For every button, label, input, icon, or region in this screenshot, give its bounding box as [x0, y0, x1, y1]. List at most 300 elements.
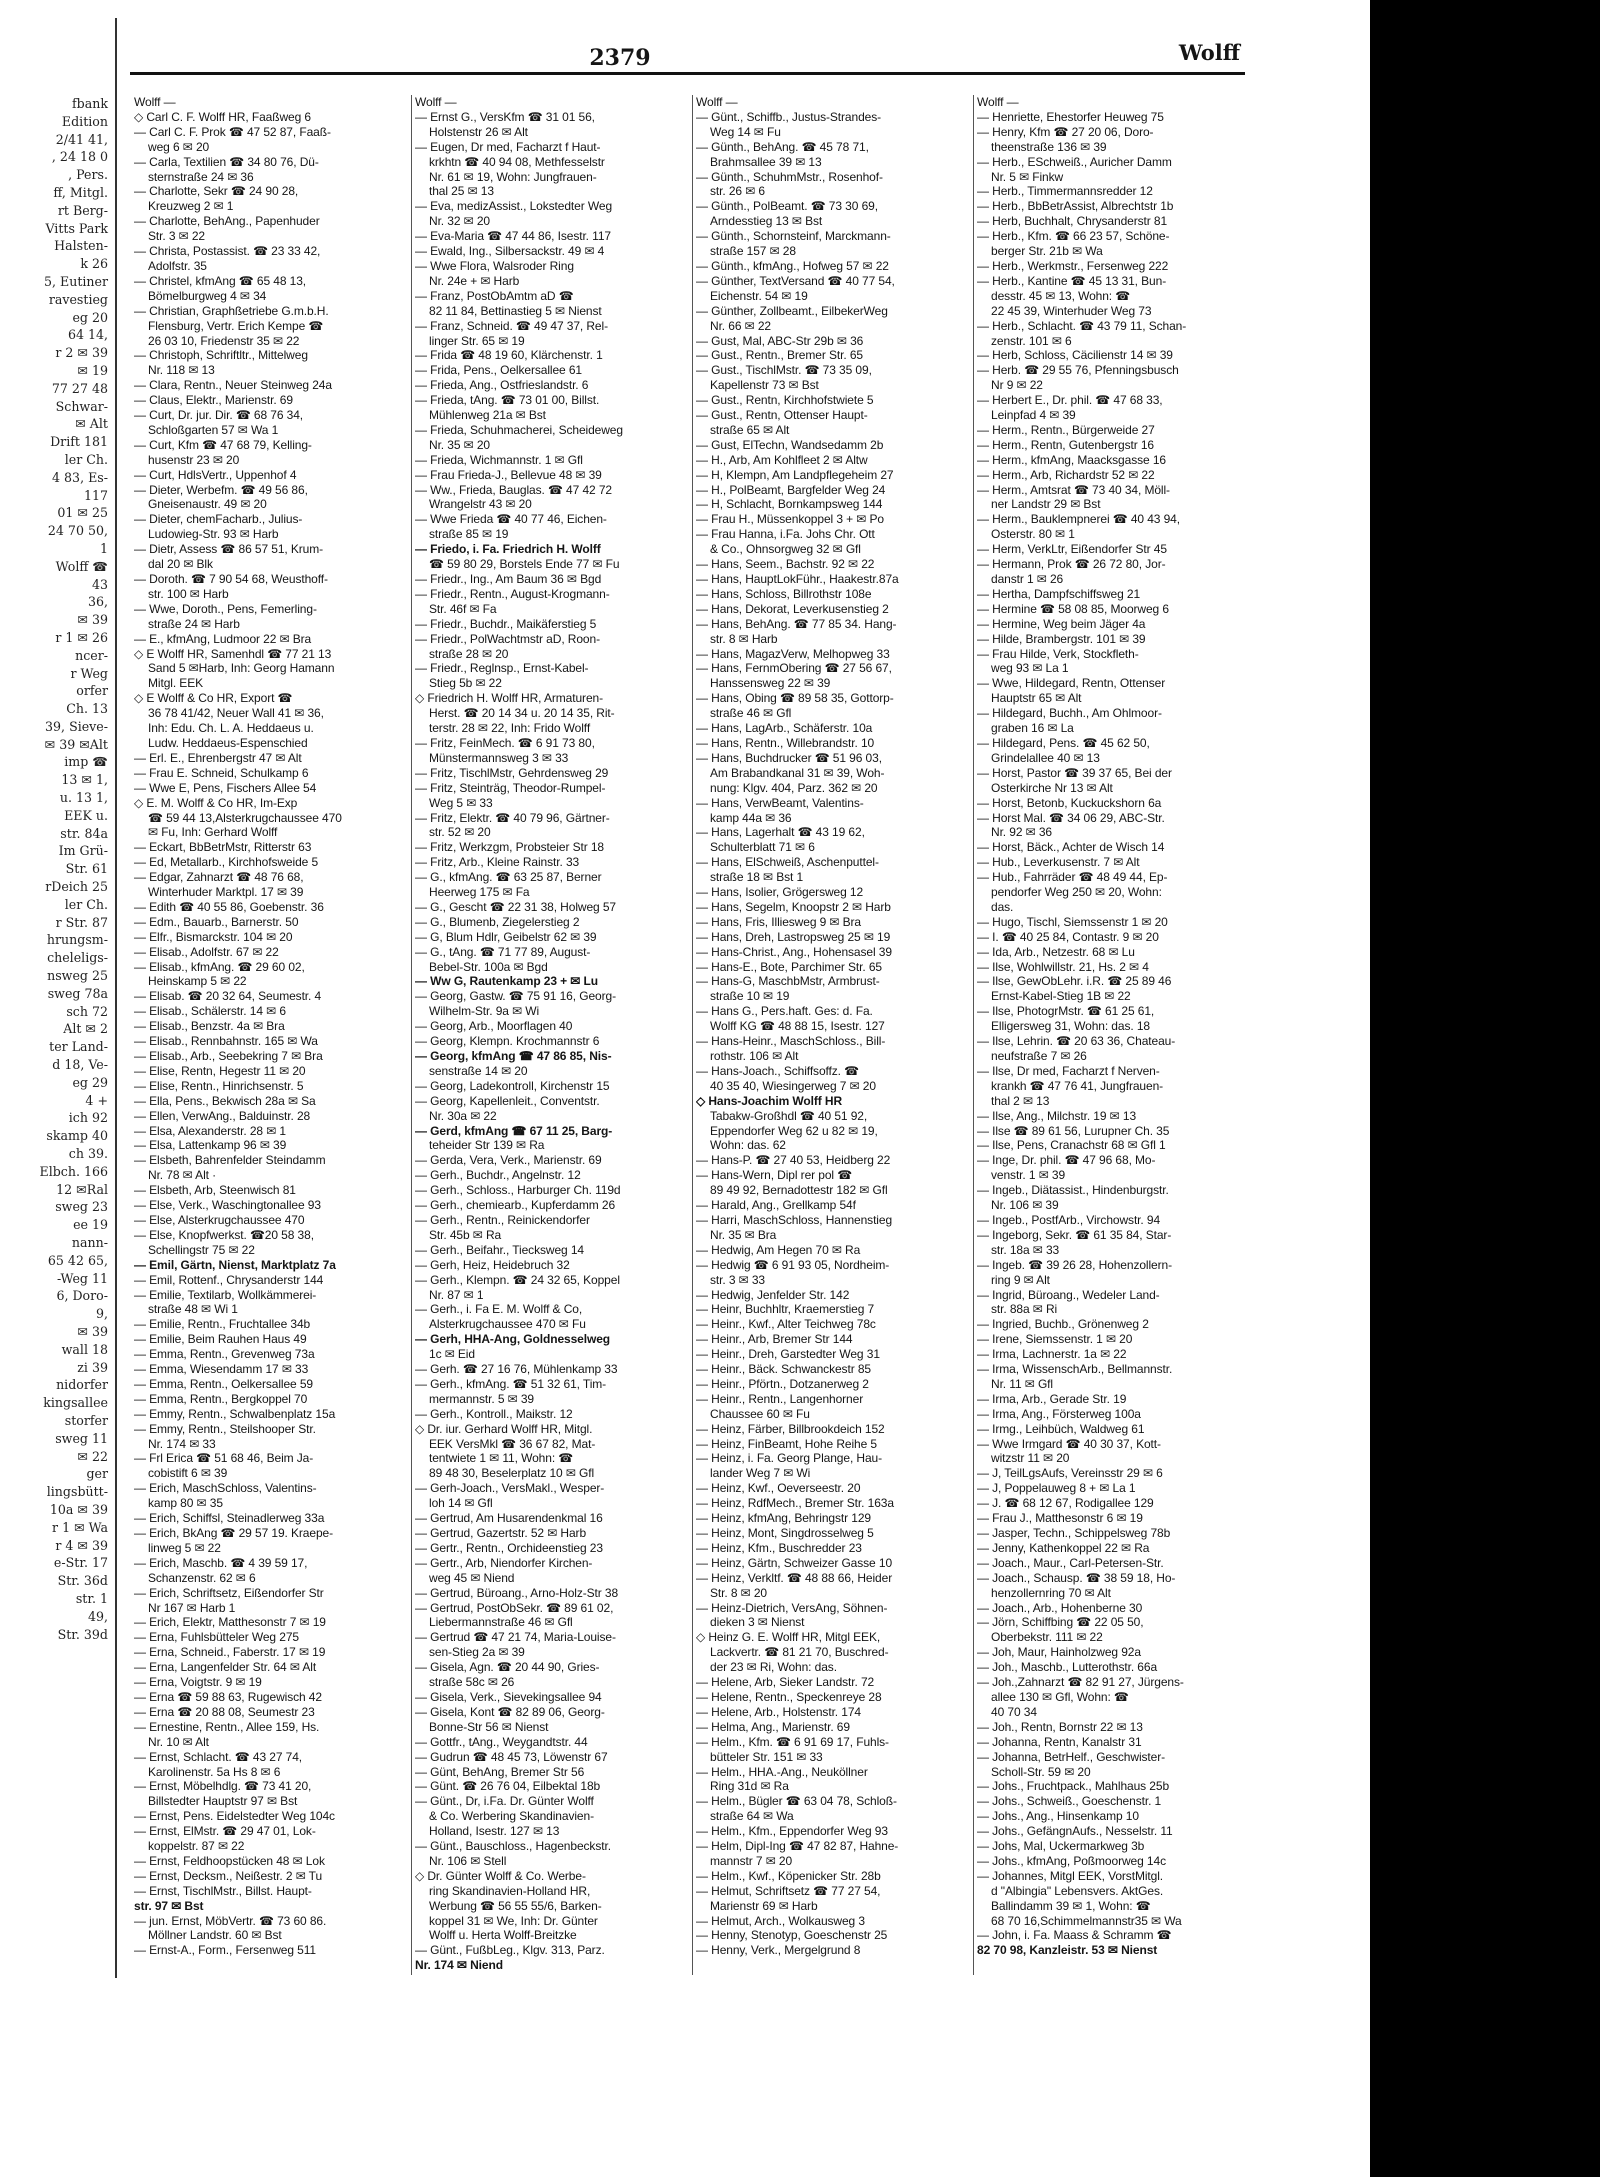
- directory-entry: — Herm., Amtsrat ☎ 73 40 34, Möll-: [977, 482, 1170, 497]
- directory-entry: — Christel, kfmAng ☎ 65 48 13,: [134, 273, 307, 288]
- directory-entry: — Inge, Dr. phil. ☎ 47 96 68, Mo-: [977, 1153, 1156, 1168]
- prev-page-fragment: 117: [83, 487, 108, 503]
- directory-entry: — Johannes, Mitgl EEK, VorstMitgl.: [977, 1868, 1164, 1883]
- entry-continuation: Elligersweg 31, Wohn: das. 18: [991, 1019, 1150, 1034]
- entry-continuation: Chaussee 60 ✉ Fu: [710, 1406, 810, 1421]
- running-head: Wolff: [1178, 40, 1240, 65]
- directory-entry: — G., Blumenb, Ziegelerstieg 2: [415, 914, 580, 929]
- entry-continuation: Nr 9 ✉ 22: [991, 378, 1043, 393]
- directory-entry: ◇ Dr. Günter Wolff & Co. Werbe-: [415, 1868, 586, 1883]
- prev-page-fragment: nsweg 25: [47, 968, 108, 984]
- entry-continuation: terstr. 28 ✉ 22, Inh: Frido Wolff: [429, 721, 591, 736]
- directory-entry: — Gerh., Rentn., Reinickendorfer: [415, 1212, 590, 1227]
- directory-entry: — Heinz, FinBeamt, Hohe Reihe 5: [696, 1436, 877, 1451]
- directory-entry: — Frieda, Ang., Ostfrieslandstr. 6: [415, 378, 589, 393]
- directory-entry: ◇ Carl C. F. Wolff HR, Faaßweg 6: [134, 109, 311, 124]
- directory-entry: — John, i. Fa. Maass & Schramm ☎: [977, 1928, 1172, 1943]
- entry-continuation: Wolff KG ☎ 48 88 15, Isestr. 127: [710, 1019, 885, 1034]
- directory-entry: — Herb. ☎ 29 55 76, Pfenningsbusch: [977, 363, 1179, 378]
- directory-entry: — Hub., Leverkusenstr. 7 ✉ Alt: [977, 855, 1140, 870]
- directory-entry: — Fritz, FeinMech. ☎ 6 91 73 80,: [415, 735, 595, 750]
- entry-continuation: 36 78 41/42, Neuer Wall 41 ✉ 36,: [148, 706, 324, 721]
- column-1: [134, 95, 406, 1975]
- directory-entry: — Gerh-Joach., VersMakl., Wesper-: [415, 1481, 605, 1496]
- entry-continuation: Wohn: das. 62: [710, 1138, 786, 1153]
- directory-entry: — Friedr., Buchdr., Maikäferstieg 5: [415, 616, 597, 631]
- prev-page-fragment: 1: [99, 540, 108, 556]
- directory-entry: — G., Gescht ☎ 22 31 38, Holweg 57: [415, 899, 616, 914]
- directory-entry: — Erna, Schneid., Faberstr. 17 ✉ 19: [134, 1645, 326, 1660]
- directory-entry: — Georg, Klempn. Krochmannstr 6: [415, 1034, 600, 1049]
- prev-page-fragment: , 24 18 0: [51, 149, 108, 165]
- directory-entry: — Elisab., Rennbahnstr. 165 ✉ Wa: [134, 1034, 318, 1049]
- directory-entry: — G, Blum Hdlr, Geibelstr 62 ✉ 39: [415, 929, 597, 944]
- directory-entry: — Herb., Werkmstr., Fersenweg 222: [977, 258, 1169, 273]
- directory-entry: — Else, Alsterkrugchaussee 470: [134, 1212, 305, 1227]
- prev-page-fragment: 36,: [87, 594, 108, 610]
- directory-entry: — Elsa, Lattenkamp 96 ✉ 39: [134, 1138, 287, 1153]
- entry-continuation: sternstraße 24 ✉ 36: [148, 169, 254, 184]
- entry-continuation: Holstenstr 26 ✉ Alt: [429, 124, 528, 139]
- directory-entry: — Günther, TextVersand ☎ 40 77 54,: [696, 273, 895, 288]
- entry-continuation: straße 64 ✉ Wa: [710, 1809, 794, 1824]
- directory-entry: — Herb, Schloss, Cäcilienstr 14 ✉ 39: [977, 348, 1173, 363]
- entry-continuation: kamp 80 ✉ 35: [148, 1496, 223, 1511]
- directory-entry: — Joh.,Zahnarzt ☎ 82 91 27, Jürgens-: [977, 1675, 1184, 1690]
- entry-continuation: krkhtn ☎ 40 94 08, Methfesselstr: [429, 154, 605, 169]
- directory-entry: — Herm., Rentn., Bürgerweide 27: [977, 422, 1155, 437]
- directory-entry: — Frida ☎ 48 19 60, Klärchenstr. 1: [415, 348, 603, 363]
- entry-continuation: 82 11 84, Bettinastieg 5 ✉ Nienst: [429, 303, 602, 318]
- column-3: [696, 95, 968, 1975]
- directory-entry: — Frl Erica ☎ 51 68 46, Beim Ja-: [134, 1451, 314, 1466]
- directory-entry: — Hans, VerwBeamt, Valentins-: [696, 795, 864, 810]
- directory-entry: — Hans-Wern, Dipl rer pol ☎: [696, 1168, 853, 1183]
- directory-entry: — Frau Hanna, i.Fa. Johs Chr. Ott: [696, 527, 875, 542]
- header-rule: [130, 72, 1245, 75]
- directory-entry: — Erich, BkAng ☎ 29 57 19. Kraepe-: [134, 1526, 333, 1540]
- directory-entry: — Friedr., Reglnsp., Ernst-Kabel-: [415, 661, 589, 676]
- prev-page-fragment: sweg 23: [55, 1199, 108, 1215]
- directory-entry: — Wwe Frieda ☎ 40 77 46, Eichen-: [415, 512, 607, 527]
- directory-entry: — Dieter, Werbefm. ☎ 49 56 86,: [134, 482, 308, 497]
- prev-page-fragment: zi 39: [77, 1359, 108, 1375]
- directory-entry: — Hans, BehAng. ☎ 77 85 34. Hang-: [696, 616, 897, 631]
- directory-entry: — Hans-G, MaschbMstr, Armbrust-: [696, 974, 880, 989]
- entry-continuation: Tabakw-Großhdl ☎ 40 51 92,: [710, 1108, 868, 1123]
- entry-continuation: pendorfer Weg 250 ✉ 20, Wohn:: [991, 885, 1162, 900]
- entry-continuation: koppelstr. 87 ✉ 22: [148, 1839, 245, 1854]
- prev-page-fragment: 6, Doro-: [56, 1288, 108, 1304]
- entry-continuation: Nr. 118 ✉ 13: [148, 363, 215, 378]
- entry-continuation: koppel 31 ✉ We, Inh: Dr. Günter: [429, 1913, 598, 1928]
- directory-entry: — Elisab. ☎ 20 32 64, Seumestr. 4: [134, 989, 322, 1004]
- prev-page-fragment: ✉ 19: [77, 362, 108, 378]
- entry-continuation: Nr. 24e + ✉ Harb: [429, 273, 520, 288]
- directory-entry: — Heinz, Färber, Billbrookdeich 152: [696, 1421, 885, 1436]
- entry-continuation: Hanssensweg 22 ✉ 39: [710, 676, 831, 691]
- directory-entry: — Fritz, Elektr. ☎ 40 79 96, Gärtner-: [415, 810, 610, 825]
- entry-continuation: linweg 5 ✉ 22: [148, 1540, 221, 1555]
- directory-entry: — E., kfmAng, Ludmoor 22 ✉ Bra: [134, 631, 312, 646]
- directory-entry: — Ilse ☎ 89 61 56, Lurupner Ch. 35: [977, 1123, 1170, 1138]
- directory-entry: — Gerd, kfmAng ☎ 67 11 25, Barg-: [415, 1123, 613, 1138]
- entry-continuation: str. 26 ✉ 6: [710, 184, 765, 199]
- prev-page-fragment: 5, Eutiner: [44, 273, 108, 289]
- directory-entry: — Gertr., Arb, Niendorfer Kirchen-: [415, 1555, 593, 1570]
- directory-entry: — Gudrun ☎ 48 45 73, Löwenstr 67: [415, 1749, 608, 1764]
- directory-entry: — Dieter, chemFacharb., Julius-: [134, 512, 303, 527]
- prev-page-fragment: ncer-: [75, 647, 108, 663]
- prev-page-fragment: sweg 11: [55, 1430, 108, 1446]
- entry-continuation: ner Landstr 29 ✉ Bst: [991, 497, 1101, 512]
- prev-page-fragment: 10a ✉ 39: [49, 1501, 108, 1517]
- directory-entry: — Jasper, Techn., Schippelsweg 78b: [977, 1526, 1171, 1540]
- entry-continuation: der 23 ✉ Ri, Wohn: das.: [710, 1660, 837, 1675]
- directory-entry: — Frida, Pens., Oelkersallee 61: [415, 363, 582, 378]
- entry-continuation: dal 20 ✉ Blk: [148, 557, 213, 572]
- directory-entry: — Hilde, Brambergstr. 101 ✉ 39: [977, 631, 1146, 646]
- entry-continuation: Schulterblatt 71 ✉ 6: [710, 840, 815, 855]
- directory-entry: Nr. 174 ✉ Niend: [415, 1958, 503, 1973]
- entry-continuation: straße 10 ✉ 19: [710, 989, 790, 1004]
- directory-entry: — Christa, Postassist. ☎ 23 33 42,: [134, 244, 321, 259]
- directory-entry: — Helm, Dipl-Ing ☎ 47 82 87, Hahne-: [696, 1839, 899, 1854]
- prev-page-fragment: d 18, Ve-: [52, 1057, 108, 1073]
- directory-entry: — Irma, Arb., Gerade Str. 19: [977, 1391, 1127, 1406]
- directory-entry: — Günt., FußbLeg., Klgv. 313, Parz.: [415, 1943, 605, 1958]
- entry-continuation: bütteler Str. 151 ✉ 33: [710, 1749, 823, 1764]
- directory-entry: — Irma, WissenschArb., Bellmannstr.: [977, 1362, 1173, 1377]
- directory-entry: ◇ E. M. Wolff & Co HR, Im-Exp: [134, 795, 298, 810]
- column-2: [415, 95, 687, 1975]
- prev-page-fragment: ter Land-: [49, 1039, 108, 1055]
- entry-continuation: Nr. 174 ✉ 33: [148, 1436, 216, 1451]
- directory-entry: — Charlotte, BehAng., Papenhuder: [134, 214, 320, 229]
- prev-page-fragment: Wolff ☎: [55, 558, 108, 574]
- directory-entry: — Heinr., Kwf., Alter Teichweg 78c: [696, 1317, 876, 1332]
- directory-entry: — Hermann, Prok ☎ 26 72 80, Jor-: [977, 557, 1166, 572]
- entry-continuation: Sand 5 ✉Harb, Inh: Georg Hamann: [148, 661, 335, 676]
- directory-entry: — Gerda, Vera, Verk., Marienstr. 69: [415, 1153, 602, 1168]
- directory-entry: — Eva, medizAssist., Lokstedter Weg: [415, 199, 613, 214]
- entry-continuation: ring Skandinavien-Holland HR,: [429, 1883, 591, 1898]
- directory-entry: — Frieda, Wichmannstr. 1 ✉ Gfl: [415, 452, 583, 467]
- directory-entry: — G., kfmAng. ☎ 63 25 87, Berner: [415, 870, 602, 885]
- directory-entry: — Horst, Bäck., Achter de Wisch 14: [977, 840, 1165, 855]
- prev-page-fragment: 65 42 65,: [47, 1252, 108, 1268]
- directory-entry: — Hans-Christ., Ang., Hohensasel 39: [696, 944, 892, 959]
- directory-entry: — Herb., BbBetrAssist, Albrechtstr 1b: [977, 199, 1174, 214]
- prev-page-fragment: -Weg 11: [56, 1270, 108, 1286]
- directory-entry: — Edith ☎ 40 55 86, Goebenstr. 36: [134, 899, 324, 914]
- prev-page-fragment: 2/41 41,: [55, 131, 108, 147]
- directory-entry: — Ernst G., VersKfm ☎ 31 01 56,: [415, 109, 595, 124]
- entry-continuation: straße 58c ✉ 26: [429, 1675, 515, 1690]
- directory-entry: — Frau Hilde, Verk, Stockfleth-: [977, 646, 1139, 661]
- entry-continuation: Ballindamm 39 ✉ 1, Wohn: ☎: [991, 1898, 1151, 1913]
- directory-entry: — Horst, Pastor ☎ 39 37 65, Bei der: [977, 765, 1172, 780]
- directory-entry: — Edm., Bauarb., Barnerstr. 50: [134, 914, 299, 929]
- directory-entry: ◇ E Wolff HR, Samenhdl ☎ 77 21 13: [134, 646, 332, 661]
- directory-entry: — Gisela, Verk., Sievekingsallee 94: [415, 1689, 602, 1704]
- directory-entry: — Helm., Kwf., Köpenicker Str. 28b: [696, 1868, 881, 1883]
- directory-entry: — Gust., Rentn., Bremer Str. 65: [696, 348, 863, 363]
- prev-page-fragment: rDeich 25: [45, 879, 108, 895]
- prev-page-fragment: ger: [86, 1466, 108, 1482]
- prev-page-fragment: eg 29: [72, 1074, 108, 1090]
- entry-continuation: str. 8 ✉ Harb: [710, 631, 778, 646]
- directory-entry: — Günther, Zollbeamt., EilbekerWeg: [696, 303, 888, 318]
- directory-entry: — Elise, Rentn., Hinrichsenstr. 5: [134, 1078, 304, 1093]
- directory-entry: — Günth., kfmAng., Hofweg 57 ✉ 22: [696, 258, 889, 273]
- directory-entry: — Johs., GefängnAufs., Nesselstr. 11: [977, 1824, 1173, 1839]
- directory-entry: — Irma, Lachnerstr. 1a ✉ 22: [977, 1347, 1127, 1362]
- directory-entry: — Ingried, Buchb., Grönenweg 2: [977, 1317, 1149, 1332]
- prev-page-fragment: ler Ch.: [64, 451, 108, 467]
- directory-entry: — Heinz, Kfm., Buschredder 23: [696, 1540, 862, 1555]
- entry-continuation: husenstr 23 ✉ 20: [148, 452, 240, 467]
- entry-continuation: Ludw. Heddaeus-Espenschied: [148, 735, 308, 750]
- directory-entry: — Joach., Schausp. ☎ 38 59 18, Ho-: [977, 1570, 1176, 1585]
- directory-entry: — Hildegard, Buchh., Am Ohlmoor-: [977, 706, 1162, 721]
- directory-entry: — G., tAng. ☎ 71 77 89, August-: [415, 944, 591, 959]
- entry-continuation: theenstraße 136 ✉ 39: [991, 139, 1107, 154]
- entry-continuation: venstr. 1 ✉ 39: [991, 1168, 1066, 1183]
- directory-entry: — Günt. ☎ 26 76 04, Eilbektal 18b: [415, 1779, 601, 1794]
- directory-entry: — Heinz, i. Fa. Georg Plange, Hau-: [696, 1451, 883, 1466]
- directory-entry: — Harald, Ang., Grellkamp 54f: [696, 1198, 856, 1213]
- directory-entry: — Wwe Flora, Walsroder Ring: [415, 258, 574, 273]
- directory-entry: — Heinr., Rentn., Langenhorner: [696, 1391, 864, 1406]
- entry-continuation: berger Str. 21b ✉ Wa: [991, 244, 1103, 259]
- directory-entry: — Ww G, Rautenkamp 23 + ✉ Lu: [415, 974, 598, 989]
- directory-entry: — Hans, Dekorat, Leverkusenstieg 2: [696, 601, 889, 616]
- directory-entry: — Ewald, Ing., Silbersackstr. 49 ✉ 4: [415, 244, 605, 259]
- directory-entry: — Hans-E., Bote, Parchimer Str. 65: [696, 959, 883, 974]
- directory-entry: — Gertr., Rentn., Orchideenstieg 23: [415, 1540, 603, 1555]
- entry-continuation: str. 18a ✉ 33: [991, 1242, 1060, 1257]
- directory-entry: — Ernst-A., Form., Fersenweg 511: [134, 1943, 316, 1958]
- directory-entry: — Georg, Kapellenleit., Conventstr.: [415, 1093, 600, 1108]
- directory-entry: — Herm., Rentn, Gutenbergstr 16: [977, 437, 1154, 452]
- directory-entry: — Heinz, Verkltf. ☎ 48 88 66, Heider: [696, 1570, 893, 1585]
- entry-continuation: weg 93 ✉ La 1: [991, 661, 1069, 676]
- prev-page-fragment: Drift 181: [50, 434, 108, 450]
- directory-entry: — Ernst, Schlacht. ☎ 43 27 74,: [134, 1749, 303, 1764]
- entry-continuation: 26 03 10, Friedenstr 35 ✉ 22: [148, 333, 300, 348]
- directory-entry: — Gerh., Schloss., Harburger Ch. 119d: [415, 1183, 621, 1198]
- directory-entry: — Hugo, Tischl, Siemssenstr 1 ✉ 20: [977, 914, 1168, 929]
- directory-entry: — Henriette, Ehestorfer Heuweg 75: [977, 109, 1164, 124]
- entry-continuation: & Co. Werbering Skandinavien-: [429, 1809, 594, 1824]
- directory-entry: — Franz, Schneid. ☎ 49 47 37, Rel-: [415, 318, 608, 333]
- directory-entry: — Herb., Schlacht. ☎ 43 79 11, Schan-: [977, 318, 1187, 333]
- directory-entry: — Gerh, Heiz, Heidebruch 32: [415, 1257, 570, 1272]
- directory-entry: — Gerh., Beifahr., Tiecksweg 14: [415, 1242, 584, 1257]
- directory-entry: — Johanna, BetrHelf., Geschwister-: [977, 1749, 1166, 1764]
- prev-page-fragment: sch 72: [66, 1003, 108, 1019]
- entry-continuation: Möllner Landstr. 60 ✉ Bst: [148, 1928, 282, 1943]
- entry-continuation: Gneisenaustr. 49 ✉ 20: [148, 497, 267, 512]
- directory-entry: — Friedo, i. Fa. Friedrich H. Wolff: [415, 542, 601, 557]
- directory-entry: — Curt, Dr. jur. Dir. ☎ 68 76 34,: [134, 408, 304, 423]
- directory-entry: — Emmy, Rentn., Schwalbenplatz 15a: [134, 1406, 336, 1421]
- entry-continuation: Kreuzweg 2 ✉ 1: [148, 199, 234, 214]
- prev-page-fragment: Im Grü-: [58, 843, 108, 859]
- entry-continuation: Ring 31d ✉ Ra: [710, 1779, 789, 1794]
- directory-entry: — Frieda, tAng. ☎ 73 01 00, Billst.: [415, 393, 600, 408]
- entry-continuation: Karolinenstr. 5a Hs 8 ✉ 6: [148, 1764, 281, 1779]
- directory-entry: — Heinr., Pförtn., Dotzanerweg 2: [696, 1376, 869, 1391]
- prev-page-fragment: str. 1: [75, 1590, 108, 1606]
- prev-page-fragment: 64 14,: [67, 327, 108, 343]
- directory-entry: — Ernst, ElMstr. ☎ 29 47 01, Lok-: [134, 1824, 316, 1839]
- directory-entry: — Helm., Kfm., Eppendorfer Weg 93: [696, 1824, 888, 1839]
- directory-entry: — Harri, MaschSchloss, Hannenstieg: [696, 1212, 893, 1227]
- directory-entry: — Helm., HHA.-Ang., Neuköllner: [696, 1764, 868, 1779]
- entry-continuation: thal 2 ✉ 13: [991, 1093, 1050, 1108]
- entry-continuation: lander Weg 7 ✉ Wi: [710, 1466, 811, 1481]
- directory-entry: — Erna, Fuhlsbütteler Weg 275: [134, 1630, 299, 1645]
- directory-entry: — Elsa, Alexanderstr. 28 ✉ 1: [134, 1123, 286, 1138]
- directory-entry: — Gerh, HHA-Ang, Goldnesselweg: [415, 1332, 611, 1347]
- directory-entry: — Emilie, Beim Rauhen Haus 49: [134, 1332, 307, 1347]
- entry-continuation: neufstraße 7 ✉ 26: [991, 1049, 1087, 1063]
- directory-entry: — Henny, Verk., Mergelgrund 8: [696, 1943, 861, 1958]
- entry-continuation: Bömelburgweg 4 ✉ 34: [148, 288, 267, 303]
- directory-entry: — Johs., Schweiß., Goeschenstr. 1: [977, 1794, 1162, 1809]
- directory-entry: — H., Arb, Am Kohlfleet 2 ✉ Altw: [696, 452, 868, 467]
- directory-entry: — Erna, Voigtstr. 9 ✉ 19: [134, 1675, 262, 1690]
- column-rule: [692, 95, 693, 1975]
- directory-entry: — Friedr., PolWachtmstr aD, Roon-: [415, 631, 600, 646]
- directory-entry: — J, TeilLgsAufs, Vereinsstr 29 ✉ 6: [977, 1466, 1163, 1481]
- prev-page-fragment: r 4 ✉ 39: [55, 1537, 108, 1553]
- directory-entry: — Helmut, Arch., Wolkausweg 3: [696, 1913, 865, 1928]
- directory-entry: — H, Klempn, Am Landpflegeheim 27: [696, 467, 894, 482]
- directory-entry: — Fritz, Steinträg, Theodor-Rumpel-: [415, 780, 606, 795]
- entry-continuation: Nr. 10 ✉ Alt: [148, 1734, 209, 1749]
- entry-continuation: Werbung ☎ 56 55 55/6, Barken-: [429, 1898, 602, 1913]
- prev-page-fragment: ravestieg: [48, 291, 108, 307]
- directory-entry: — Joach., Arb., Hohenberne 30: [977, 1600, 1143, 1615]
- directory-entry: — Joach., Maur., Carl-Petersen-Str.: [977, 1555, 1164, 1570]
- directory-entry: — Hans, ElSchweiß, Aschenputtel-: [696, 855, 879, 870]
- directory-entry: — Ilse, Dr med, Facharzt f Nerven-: [977, 1063, 1160, 1078]
- directory-entry: — Hans, MagazVerw, Melhopweg 33: [696, 646, 890, 661]
- directory-entry: — Günt, BehAng, Bremer Str 56: [415, 1764, 585, 1779]
- entry-continuation: 68 70 16,Schimmelmannstr35 ✉ Wa: [991, 1913, 1182, 1928]
- directory-entry: — Helene, Rentn., Speckenreye 28: [696, 1689, 882, 1704]
- entry-continuation: Flensburg, Vertr. Erich Kempe ☎: [148, 318, 324, 333]
- directory-entry: — Ilse, GewObLehr. i.R. ☎ 25 89 46: [977, 974, 1172, 989]
- entry-continuation: Schellingstr 75 ✉ 22: [148, 1242, 255, 1257]
- directory-entry: — Gisela, Agn. ☎ 20 44 90, Gries-: [415, 1660, 600, 1675]
- prev-page-fragment: , Pers.: [68, 167, 108, 183]
- prev-page-fragment: 43: [91, 576, 108, 592]
- directory-entry: — Friedr., Ing., Am Baum 36 ✉ Bgd: [415, 572, 602, 586]
- directory-entry: — Emil, Rottenf., Chrysanderstr 144: [134, 1272, 324, 1287]
- directory-entry: — Gust, Mal, ABC-Str 29b ✉ 36: [696, 333, 864, 348]
- directory-entry: — Heinr., Bäck. Schwanckestr 85: [696, 1362, 871, 1377]
- directory-entry: — Henry, Kfm ☎ 27 20 06, Doro-: [977, 124, 1154, 139]
- directory-entry: — Gust., Rentn, Ottenser Haupt-: [696, 408, 868, 423]
- directory-entry: — Herm., Arb, Richardstr 52 ✉ 22: [977, 467, 1155, 482]
- directory-entry: — Dietr, Assess ☎ 86 57 51, Krum-: [134, 542, 324, 557]
- directory-entry: — Hans, Segelm, Knoopstr 2 ✉ Harb: [696, 899, 891, 914]
- entry-continuation: Nr. 92 ✉ 36: [991, 825, 1052, 840]
- entry-continuation: Brahmsallee 39 ✉ 13: [710, 154, 822, 169]
- directory-entry: — Frau E. Schneid, Schulkamp 6: [134, 765, 309, 780]
- directory-entry: — Elsbeth, Arb, Steenwisch 81: [134, 1183, 296, 1198]
- entry-continuation: 40 35 40, Wiesingerweg 7 ✉ 20: [710, 1078, 876, 1093]
- directory-entry: — Carl C. F. Prok ☎ 47 52 87, Faaß-: [134, 124, 331, 139]
- entry-continuation: Kapellenstr 73 ✉ Bst: [710, 378, 819, 393]
- directory-entry: — Christoph, Schriftltr., Mittelweg: [134, 348, 308, 363]
- entry-continuation: str. 88a ✉ Ri: [991, 1302, 1058, 1317]
- directory-entry: — Hans, Dreh, Lastropsweg 25 ✉ 19: [696, 929, 891, 944]
- entry-continuation: Nr. 87 ✉ 1: [429, 1287, 484, 1302]
- directory-entry: str. 97 ✉ Bst: [134, 1898, 204, 1913]
- prev-page-fragment: Vitts Park: [45, 220, 108, 236]
- directory-entry: — Erich, MaschSchloss, Valentins-: [134, 1481, 317, 1496]
- directory-entry: — Helma, Ang., Marienstr. 69: [696, 1719, 850, 1734]
- directory-entry: — Wwe, Hildegard, Rentn, Ottenser: [977, 676, 1166, 691]
- directory-entry: — Erich, Maschb. ☎ 4 39 59 17,: [134, 1555, 308, 1570]
- column-4: [977, 95, 1249, 1975]
- column-rule: [973, 95, 974, 1975]
- directory-entry: — Günth., BehAng. ☎ 45 78 71,: [696, 139, 869, 154]
- directory-entry: — Heinz, RdfMech., Bremer Str. 163a: [696, 1496, 894, 1511]
- directory-entry: — Carla, Textilien ☎ 34 80 76, Dü-: [134, 154, 319, 169]
- directory-entry: — Elfr., Bismarckstr. 104 ✉ 20: [134, 929, 293, 944]
- directory-entry: — Gertrud, Am Husarendenkmal 16: [415, 1511, 603, 1526]
- entry-continuation: ☎ 59 44 13,Alsterkrugchaussee 470: [148, 810, 342, 825]
- directory-entry: — Herb., Kantine ☎ 45 13 31, Bun-: [977, 273, 1167, 288]
- prev-page-fragment: Str. 39d: [57, 1626, 108, 1642]
- directory-entry: — Fritz, TischlMstr, Gehrdensweg 29: [415, 765, 609, 780]
- directory-entry: — Ernst, Möbelhdlg. ☎ 73 41 20,: [134, 1779, 312, 1794]
- prev-page-fragment: r Weg: [70, 665, 108, 681]
- directory-entry: — Gerh., kfmAng. ☎ 51 32 61, Tim-: [415, 1376, 607, 1391]
- directory-entry: — Emil, Gärtn, Nienst, Marktplatz 7a: [134, 1257, 336, 1272]
- entry-continuation: Oberbekstr. 111 ✉ 22: [991, 1630, 1103, 1645]
- directory-entry: — Ernst, Decksm., Neißestr. 2 ✉ Tu: [134, 1868, 323, 1883]
- directory-entry: — Henny, Stenotyp, Goeschenstr 25: [696, 1928, 888, 1943]
- directory-entry: — Georg, Arb., Moorflagen 40: [415, 1019, 573, 1034]
- entry-continuation: Nr. 5 ✉ Finkw: [991, 169, 1064, 184]
- prev-page-fragment: r Str. 87: [55, 914, 108, 930]
- directory-entry: — Herb., Kfm. ☎ 66 23 57, Schöne-: [977, 229, 1170, 244]
- directory-entry: — Erl. E., Ehrenbergstr 47 ✉ Alt: [134, 750, 302, 765]
- directory-entry: — Johs., kfmAng, Poßmoorweg 14c: [977, 1853, 1166, 1868]
- directory-entry: — Herm., Bauklempnerei ☎ 40 43 94,: [977, 512, 1180, 527]
- directory-entry: — Ilse, PhotogrMstr. ☎ 61 25 61,: [977, 1004, 1155, 1019]
- directory-entry: — Elise, Rentn, Hegestr 11 ✉ 20: [134, 1063, 306, 1078]
- prev-page-fragment: rt Berg-: [57, 202, 108, 218]
- prev-page-fragment: ✉ 22: [77, 1448, 108, 1464]
- directory-entry: — J, Poppelauweg 8 + ✉ La 1: [977, 1481, 1136, 1496]
- directory-entry: — Hans, Obing ☎ 89 58 35, Gottorp-: [696, 691, 894, 706]
- directory-entry: — Hans-Heinr., MaschSchloss., Bill-: [696, 1034, 886, 1049]
- entry-continuation: Adolfstr. 35: [148, 258, 207, 273]
- prev-page-fragment: e-Str. 17: [53, 1555, 108, 1571]
- directory-entry: — Gertrud ☎ 47 21 74, Maria-Louise-: [415, 1630, 616, 1645]
- page-number: 2379: [589, 45, 651, 71]
- entry-continuation: straße 46 ✉ Gfl: [710, 706, 792, 721]
- directory-entry: — Gisela, Kont ☎ 82 89 06, Georg-: [415, 1704, 605, 1719]
